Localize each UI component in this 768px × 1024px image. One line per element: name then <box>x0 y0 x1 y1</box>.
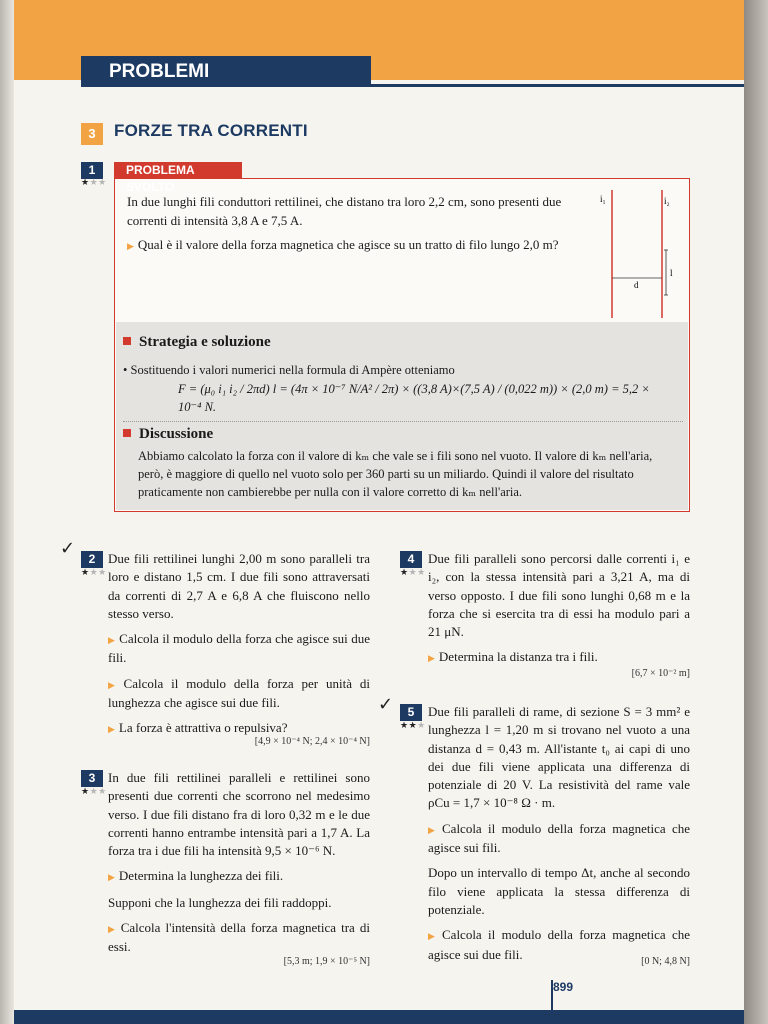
difficulty-stars-2: ★★★ <box>81 568 107 578</box>
triangle-bullet-icon: ▶ <box>108 635 116 646</box>
problem-2-q2: ▶ Calcola il modulo della forza per unità di lunghezza che agisce sui due fili. <box>108 675 370 711</box>
page-number: 899 <box>553 980 574 994</box>
problem-3-answer: [5,3 m; 1,9 × 10⁻⁵ N] <box>283 956 370 967</box>
triangle-bullet-icon: ▶ <box>108 872 115 883</box>
problem-3-text2: Supponi che la lunghezza dei fili raddoppi. <box>108 894 332 910</box>
footer-band <box>14 1010 744 1024</box>
discussion-heading: Discussione <box>123 426 213 443</box>
square-bullet-icon <box>123 429 131 437</box>
section-divider <box>123 421 683 422</box>
wires-diagram <box>596 190 680 320</box>
page-binding-shadow <box>0 0 14 1024</box>
difficulty-stars-4: ★★★ <box>400 568 426 578</box>
i1-label: i₁ <box>600 194 606 204</box>
problem-5-q2: ▶ Calcola il modulo della forza magnetica che agisce sui due fili. <box>428 927 690 962</box>
problem-2-q3: ▶ La forza è attrattiva o repulsiva? <box>108 720 288 736</box>
problem-2-answer: [4,9 × 10⁻⁴ N; 2,4 × 10⁻⁴ N] <box>254 736 370 747</box>
problem-4-answer: [6,7 × 10⁻² m] <box>631 668 690 679</box>
problem-4 <box>428 550 690 675</box>
problem-2-q1: ▶ Calcola il modulo della forza che agisce sui due fili. <box>108 631 371 666</box>
problem-5-text: Due fili paralleli di rame, di sezione S = 3 mm² e lunghezza l = 1,20 m si trovano nel vuoto a una distanza d = 0,43 m. All'istante t₀ ai capi di uno dei due fili viene applicata una differenza di potenziale di 20 V. La resistività del rame vale ρCu = 1,7 × 10⁻⁸ Ω · m. <box>428 704 690 811</box>
difficulty-stars-3: ★★★ <box>81 787 107 797</box>
section-number-badge: 3 <box>81 123 103 145</box>
problem-4-q1: ▶ Determina la distanza tra i fili. <box>428 649 598 665</box>
triangle-bullet-icon: ▶ <box>428 931 438 942</box>
problem-5-q1: ▶ Calcola il modulo della forza magnetica che agisce sui fili. <box>428 820 690 856</box>
problem-2 <box>108 550 370 746</box>
triangle-bullet-icon: ▶ <box>108 724 115 735</box>
difficulty-stars-1: ★★★ <box>81 178 107 188</box>
problem-number-5: 5 <box>400 704 422 721</box>
problem-3-q2: ▶ Calcola l'intensità della forza magnetica tra di essi. <box>108 920 371 955</box>
problem-number-3: 3 <box>81 770 103 787</box>
page-edge-shadow <box>744 0 768 1024</box>
triangle-bullet-icon: ▶ <box>108 679 120 690</box>
discussion-text: Abbiamo calcolato la forza con il valore di kₘ che vale se i fili sono nel vuoto. Il valore di kₘ nell'aria, però, è maggiore di quello nel vuoto solo per 360 parti su un miliardo. Quindi il valore del risultato praticamente non cambierebbe per nulla con il valore corretto di kₘ nell'aria. <box>138 449 653 499</box>
problem-number-2: 2 <box>81 551 103 568</box>
section-tab: PROBLEMI <box>81 56 371 87</box>
triangle-bullet-icon: ▶ <box>108 924 117 935</box>
i2-label: i₂ <box>664 196 670 206</box>
problem-5-answer: [0 N; 4,8 N] <box>641 956 690 967</box>
strategy-text: • Sostituendo i valori numerici nella formula di Ampère otteniamo <box>123 363 455 377</box>
problem-3 <box>108 769 370 964</box>
d-label: d <box>634 280 639 290</box>
strategy-heading: Strategia e soluzione <box>123 334 271 351</box>
handwritten-check-icon: ✓ <box>60 538 76 559</box>
ampere-formula-text: F = (μ₀ i₁ i₂ / 2πd) l = (4π × 10⁻⁷ N/A² / 2π) × ((3,8 A)×(7,5 A) / (0,022 m)) × (2,0 m) = 5,2 × 10⁻⁴ N. <box>178 382 650 414</box>
problem-number-4: 4 <box>400 551 422 568</box>
difficulty-stars-5: ★★★ <box>400 721 426 731</box>
triangle-bullet-icon: ▶ <box>428 653 435 664</box>
section-title: FORZE TRA CORRENTI <box>114 121 308 140</box>
square-bullet-icon <box>123 337 131 345</box>
solved-problem-label: PROBLEMA SVOLTO <box>114 162 242 179</box>
solved-problem-question: ▶ Qual è il valore della forza magnetica che agisce su un tratto di filo lungo 2,0 m? <box>127 237 559 252</box>
triangle-bullet-icon: ▶ <box>428 824 438 835</box>
problem-2-text: Due fili rettilinei lunghi 2,00 m sono paralleli tra loro e distano 1,5 cm. I due fili sono attraversati da correnti di 2,7 A e 6,8 A che fluiscono nello stesso verso. <box>108 551 370 621</box>
problem-3-q1: ▶ Determina la lunghezza dei fili. <box>108 868 284 884</box>
ampere-formula <box>178 380 658 420</box>
triangle-bullet-icon: ▶ <box>127 241 134 251</box>
problem-number-1: 1 <box>81 162 103 179</box>
handwritten-check-icon: ✓ <box>378 694 394 715</box>
problem-4-text: Due fili paralleli sono percorsi dalle correnti i₁ e i₂, con la stessa intensità pari a 3,21 A, ma di verso opposto. I due fili sono lunghi 0,68 m e la forza che si esercita tra di essi ha modulo pari a 21 μN. <box>428 551 690 640</box>
problem-3-text: In due fili rettilinei paralleli e rettilinei sono presenti due correnti che scorrono nel medesimo verso. I due fili distano fra di loro 0,32 m e le due correnti hanno entrambe intensità pari a 1,7 A. La forza tra i due fili ha intensità 9,5 × 10⁻⁶ N. <box>108 770 370 859</box>
problem-5 <box>428 703 690 971</box>
problem-5-text2: Dopo un intervallo di tempo Δt, anche al secondo filo viene applicata la stessa differenza di potenziale. <box>428 865 690 917</box>
header-rule <box>81 84 744 87</box>
l-label: l <box>670 268 673 278</box>
solved-problem-text: In due lunghi fili conduttori rettilinei, che distano tra loro 2,2 cm, sono presenti due correnti di intensità 3,8 A e 7,5 A. <box>127 194 562 228</box>
